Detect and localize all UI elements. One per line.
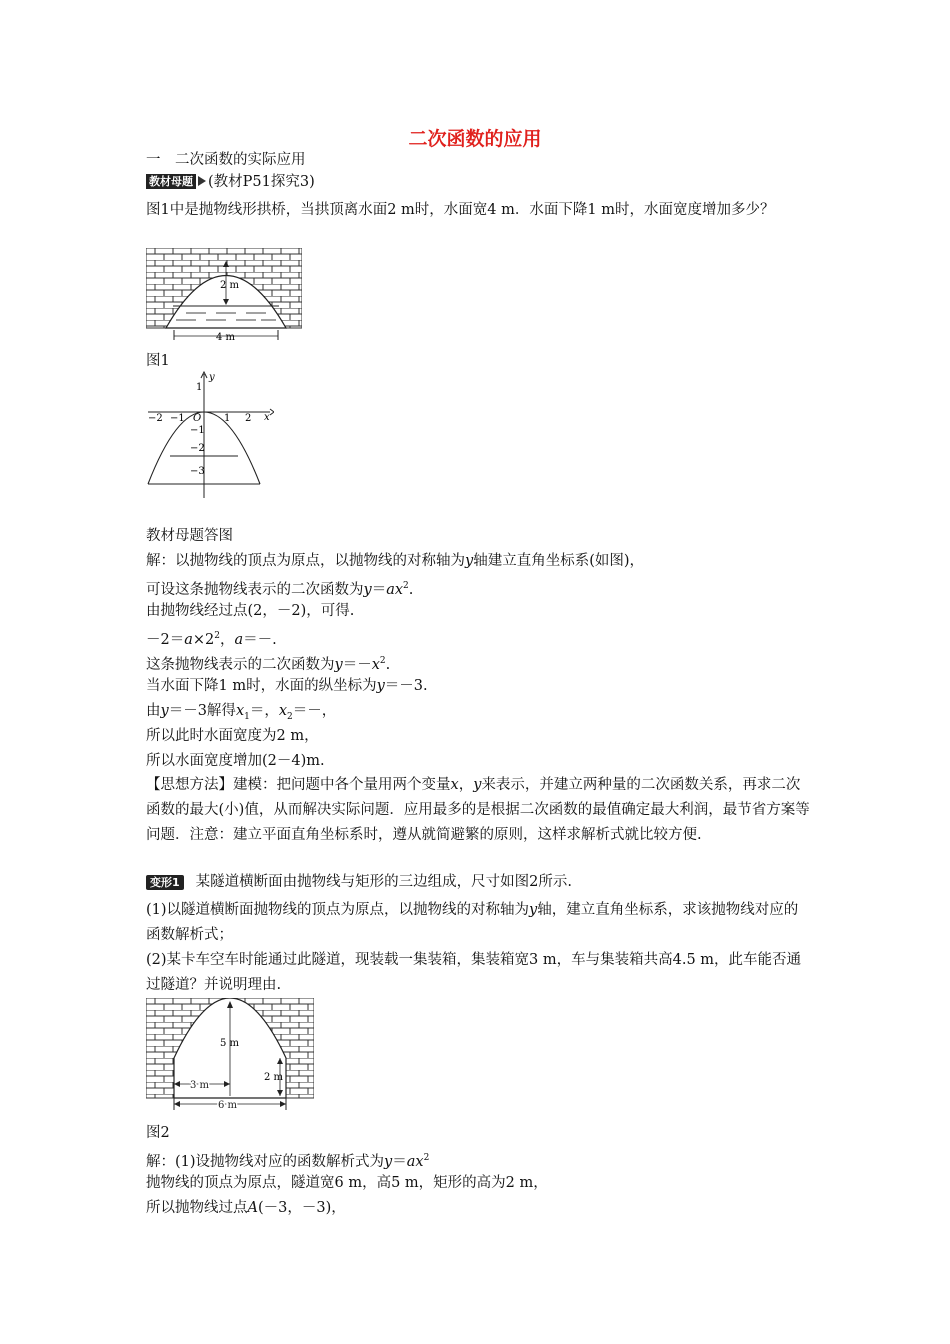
fig2-side-label: 2 m [264, 1072, 284, 1083]
y-tick-1: 1 [196, 382, 203, 393]
solution-line-1: 解：以抛物线的顶点为原点，以抛物线的对称轴为y轴建立直角坐标系(如图)， [146, 553, 645, 569]
fig2-half-label: 3 m [190, 1080, 210, 1091]
solution-line-2: 可设这条抛物线表示的二次函数为$y=ax^2$. [146, 581, 414, 598]
fig1-caption: 图1 [146, 353, 170, 369]
solution-line-4: $-2=a\times 2^2$，a＝－. [146, 631, 277, 648]
y-tick-neg1: −1 [190, 425, 205, 436]
solution-line-3: 由抛物线经过点(2，－2)，可得. [146, 603, 355, 619]
solution2-line-1: 解：(1)设抛物线对应的函数解析式为$y=ax^2$ [146, 1153, 430, 1170]
solution2-line-2: 抛物线的顶点为原点，隧道宽6 m，高5 m，矩形的高为2 m， [146, 1175, 548, 1191]
fig2-height-label: 5 m [220, 1038, 240, 1049]
solution-line-5: 这条抛物线表示的二次函数为$y=-x^2$. [146, 656, 391, 673]
method-label: 【思想方法】 [146, 777, 233, 793]
figure-2-tunnel [146, 998, 314, 1112]
play-triangle-icon [198, 176, 206, 186]
section-heading: 一 二次函数的实际应用 [146, 152, 306, 168]
solution-line-8: 所以此时水面宽度为2 m， [146, 728, 319, 744]
graph-caption: 教材母题答图 [146, 528, 233, 544]
x-tick-1: 1 [224, 413, 231, 424]
fig1-width-label: 4 m [216, 332, 236, 340]
x-tick-neg1: −1 [170, 413, 185, 424]
problem-text: 图1中是抛物线形拱桥，当拱顶离水面2 m时，水面宽4 m．水面下降1 m时，水面宽度增加多少？ [146, 202, 775, 218]
y-tick-neg2: −2 [190, 443, 205, 454]
source-badge: 教材母题 [146, 174, 196, 189]
solution-line-9: 所以水面宽度增加(2－4)m. [146, 753, 325, 769]
fig1-height-label: 2 m [220, 280, 240, 291]
x-axis-label: x [264, 412, 270, 423]
method-paragraph: 【思想方法】建模：把问题中各个量用两个变量x，y来表示，并建立两种量的二次函数关系，再求二次函数的最大(小)值，从而解决实际问题．应用最多的是根据二次函数的最值确定最大利润，最节省方案等问题．注意：建立平面直角坐标系时，遵从就简避繁的原则，这样求解析式就比较方便. [146, 777, 810, 843]
variant-q2: (2)某卡车空车时能通过此隧道，现装载一集装箱，集装箱宽3 m，车与集装箱共高4.5 m，此车能否通过隧道？并说明理由. [146, 952, 802, 993]
solution2-line-3: 所以抛物线过点A(－3，－3)， [146, 1200, 346, 1216]
figure-1-arch-bridge [146, 248, 302, 340]
solution-line-6: 当水面下降1 m时，水面的纵坐标为y＝－3. [146, 678, 428, 694]
solution-line-7: 由y＝－3解得$x_1=$，$x_2=-$， [146, 703, 337, 722]
page-title: 二次函数的应用 [408, 128, 542, 150]
x-tick-2: 2 [245, 413, 252, 424]
coordinate-graph [144, 370, 274, 500]
variant-line: 变形1 某隧道横断面由抛物线与矩形的三边组成，尺寸如图2所示. [146, 872, 572, 892]
y-axis-label: y [209, 372, 215, 383]
x-tick-neg2: −2 [148, 413, 163, 424]
source-line [146, 172, 315, 192]
source-ref: (教材P51探究3) [208, 174, 315, 190]
origin-label: O [193, 413, 202, 424]
fig2-width-label: 6 m [218, 1100, 238, 1111]
fig2-caption: 图2 [146, 1125, 170, 1141]
variant-badge: 变形1 [146, 875, 184, 890]
variant-q1: (1)以隧道横断面抛物线的顶点为原点，以抛物线的对称轴为y轴，建立直角坐标系，求该抛物线对应的函数解析式； [146, 902, 799, 943]
y-tick-neg3: −3 [190, 466, 205, 477]
